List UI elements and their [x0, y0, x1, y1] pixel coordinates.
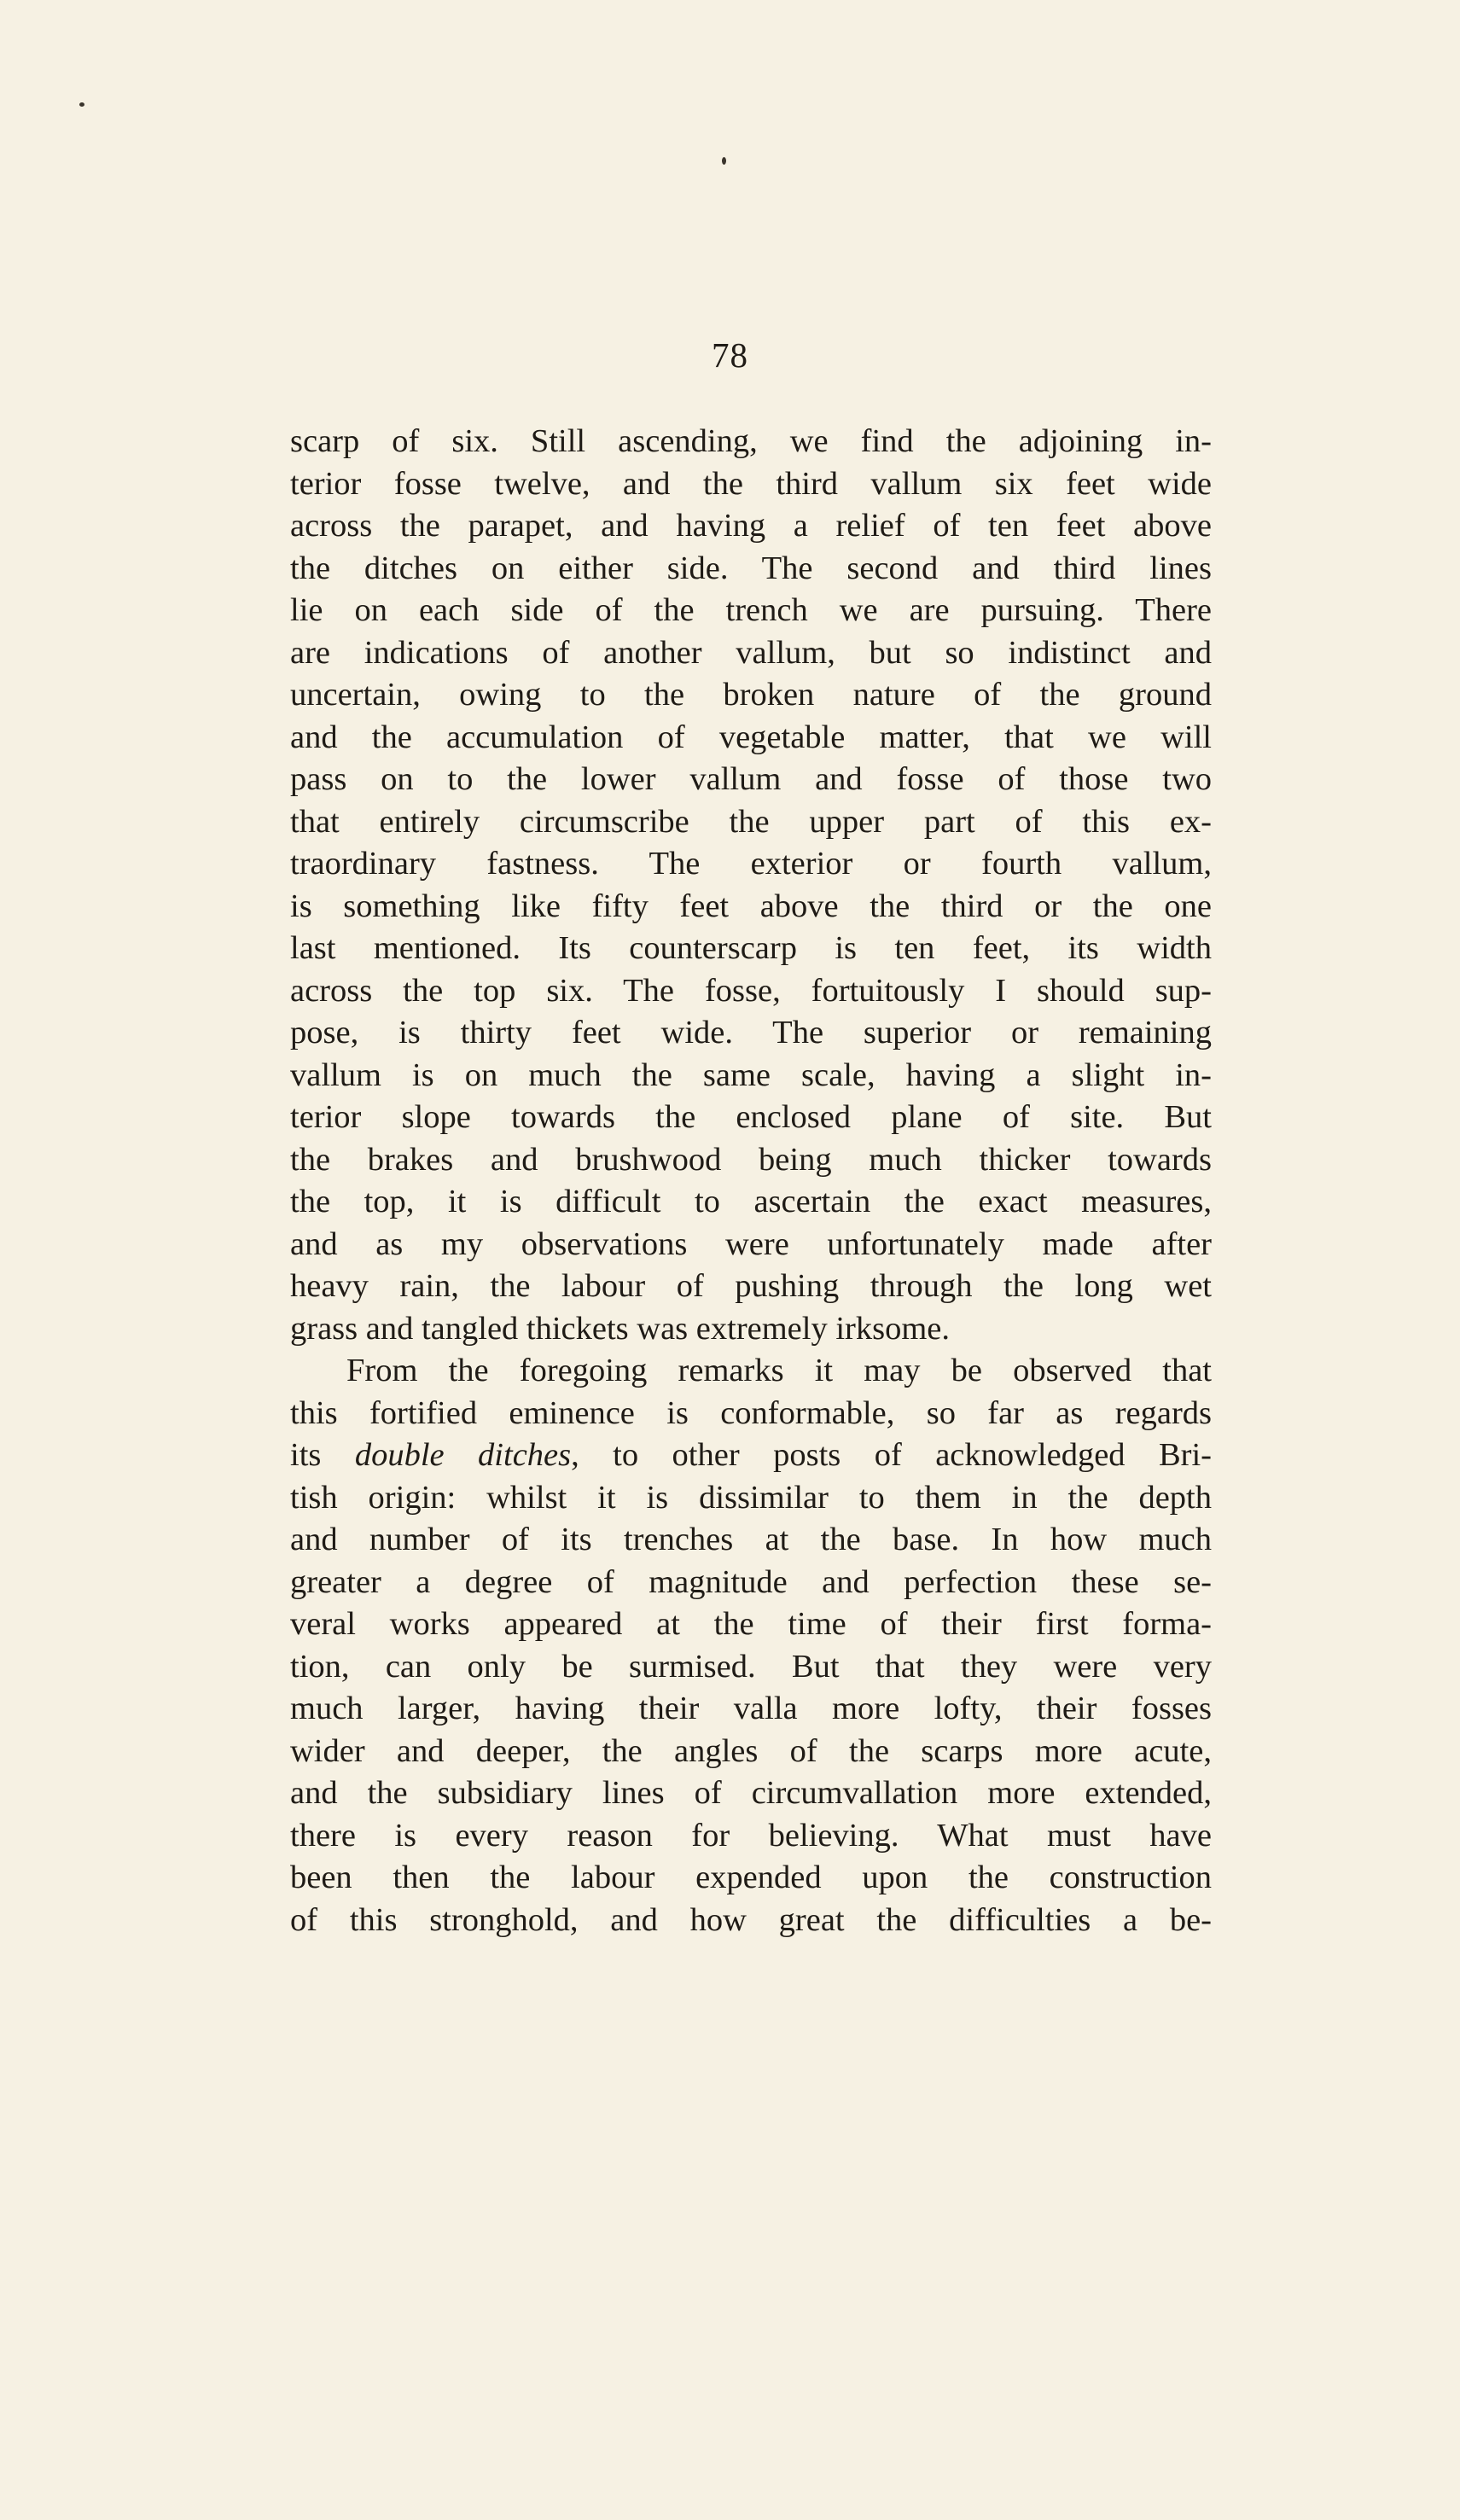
text-line: greater a degree of magnitude and perfection these se-: [290, 1563, 1212, 1600]
text-line: vallum is on much the same scale, having a slight in-: [290, 1056, 1212, 1093]
text-line: uncertain, owing to the broken nature of the ground: [290, 677, 1212, 713]
text-line: of this stronghold, and how great the difficulties a be-: [290, 1901, 1212, 1938]
text-line: lie on each side of the trench we are pursuing. There: [290, 592, 1212, 628]
text-line: much larger, having their valla more lofty, their fosses: [290, 1691, 1212, 1726]
text-line: this fortified eminence is conformable, so far as regards: [290, 1394, 1212, 1431]
text-line: wider and deeper, the angles of the scarps more acute,: [290, 1732, 1212, 1769]
paragraph-first-line: From the foregoing remarks it may be observed that: [346, 1353, 1212, 1388]
text-line: veral works appeared at the time of their first forma-: [290, 1606, 1212, 1642]
text-fragment: its: [290, 1437, 322, 1473]
text-line: scarp of six. Still ascending, we find the adjoining in-: [290, 423, 1212, 459]
body-text: [290, 421, 1212, 1941]
text-fragment: , to other posts of acknowledged Bri-: [571, 1437, 1213, 1473]
print-speck: [79, 102, 84, 107]
text-line: pose, is thirty feet wide. The superior or remaining: [290, 1015, 1212, 1050]
text-line: the ditches on either side. The second and third lines: [290, 550, 1212, 586]
text-line: that entirely circumscribe the upper part of this ex-: [290, 803, 1212, 840]
text-line: across the parapet, and having a relief of ten feet above: [290, 508, 1212, 544]
text-line: grass and tangled thickets was extremely irksome.: [290, 1310, 950, 1347]
text-line: the top, it is difficult to ascertain the exact measures,: [290, 1184, 1212, 1219]
text-line: and number of its trenches at the base. In how much: [290, 1522, 1212, 1557]
text-line: the brakes and brushwood being much thicker towards: [290, 1141, 1212, 1178]
text-line: been then the labour expended upon the construction: [290, 1859, 1212, 1895]
italic-phrase: double ditches: [354, 1437, 572, 1473]
text-line: are indications of another vallum, but so indistinct and: [290, 634, 1212, 671]
text-line: and the accumulation of vegetable matter, that we will: [290, 719, 1212, 755]
text-line: heavy rain, the labour of pushing through the long wet: [290, 1268, 1212, 1304]
print-speck: [722, 157, 726, 165]
page-number: 78: [712, 335, 748, 375]
text-line-with-italic: [290, 1435, 1212, 1477]
text-line: there is every reason for believing. What must have: [290, 1817, 1212, 1854]
text-line: pass on to the lower vallum and fosse of those two: [290, 761, 1212, 797]
text-line: and the subsidiary lines of circumvallation more extended,: [290, 1775, 1212, 1811]
text-line: tish origin: whilst it is dissimilar to them in the depth: [290, 1479, 1212, 1516]
text-line: traordinary fastness. The exterior or fourth vallum,: [290, 846, 1212, 882]
text-line: tion, can only be surmised. But that they were very: [290, 1648, 1212, 1685]
text-line: and as my observations were unfortunately made after: [290, 1225, 1212, 1262]
text-line: last mentioned. Its counterscarp is ten feet, its width: [290, 930, 1212, 966]
text-line: terior slope towards the enclosed plane of site. But: [290, 1099, 1212, 1135]
text-line: is something like fifty feet above the third or the one: [290, 888, 1212, 924]
text-line: across the top six. The fosse, fortuitously I should sup-: [290, 972, 1212, 1009]
text-line: terior fosse twelve, and the third vallum six feet wide: [290, 465, 1212, 502]
